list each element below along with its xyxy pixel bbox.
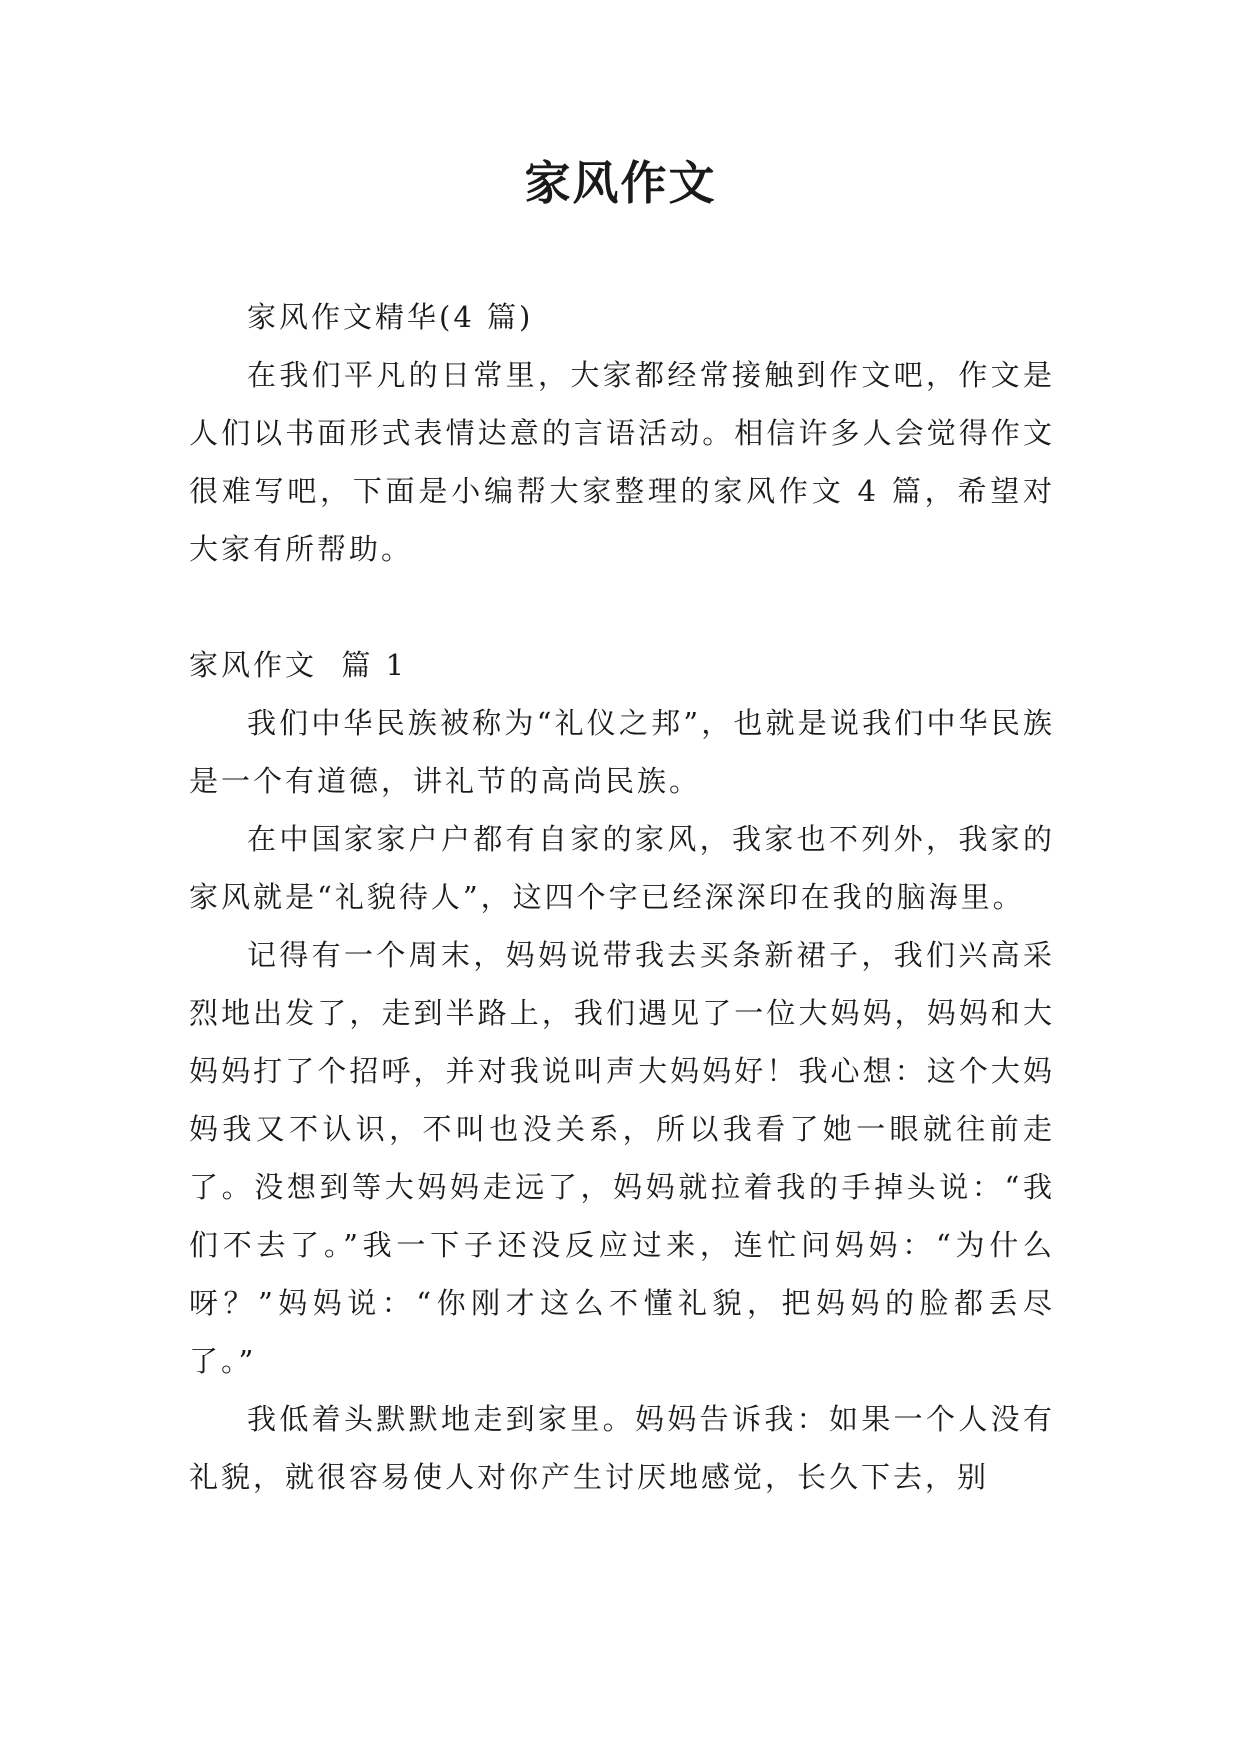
section-heading: 家风作文 篇 1: [189, 648, 408, 682]
document-subtitle: 家风作文精华(4 篇): [247, 300, 534, 334]
body-paragraph: 我低着头默默地走到家里。妈妈告诉我：如果一个人没有礼貌，就很容易使人对你产生讨厌地感觉，长久下去，别: [189, 1402, 1055, 1494]
body-paragraph: 我们中华民族被称为“礼仪之邦”，也就是说我们中华民族是一个有道德，讲礼节的高尚民族。: [189, 706, 1055, 798]
body-paragraph: 记得有一个周末，妈妈说带我去买条新裙子，我们兴高采烈地出发了，走到半路上，我们遇见了一位大妈妈，妈妈和大妈妈打了个招呼，并对我说叫声大妈妈好！我心想：这个大妈妈我又不认识，不叫也没关系，所以我看了她一眼就往前走了。没想到等大妈妈走远了，妈妈就拉着我的手掉头说：“我们不去了。”我一下子还没反应过来，连忙问妈妈：“为什么呀？”妈妈说：“你刚才这么不懂礼貌，把妈妈的脸都丢尽了。”: [189, 938, 1055, 1378]
document-title: 家风作文: [524, 156, 717, 210]
intro-paragraph: 在我们平凡的日常里，大家都经常接触到作文吧，作文是人们以书面形式表情达意的言语活动。相信许多人会觉得作文很难写吧，下面是小编帮大家整理的家风作文 4 篇，希望对大家有所帮助。: [189, 358, 1055, 566]
document-body: [189, 288, 1055, 1506]
section-spacer: [189, 578, 1055, 636]
body-paragraph: 在中国家家户户都有自家的家风，我家也不列外，我家的家风就是“礼貌待人”，这四个字已经深深印在我的脑海里。: [189, 822, 1055, 914]
